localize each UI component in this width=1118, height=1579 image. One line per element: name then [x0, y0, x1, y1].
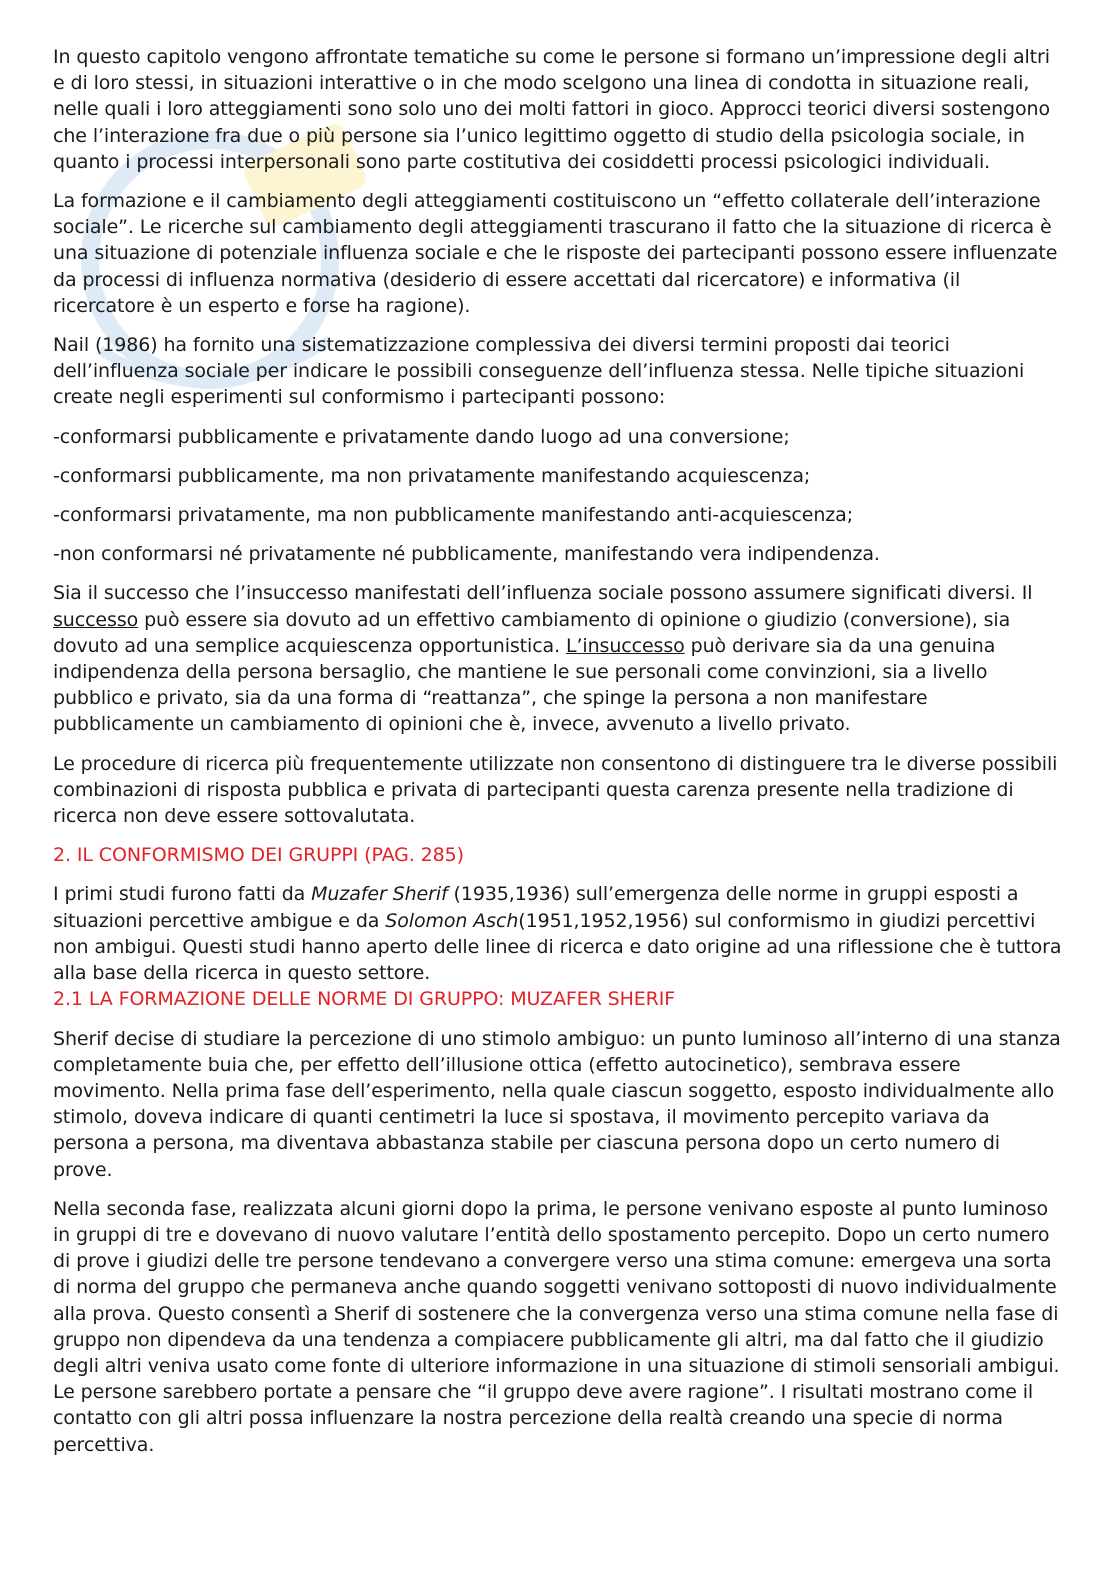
- author-name-sherif: Muzafer Sherif: [311, 883, 448, 906]
- paragraph-intro: In questo capitolo vengono affrontate tematiche su come le persone si formano un’impressione degli altri e di loro stessi, in situazioni interattive o in che modo scelgono una linea di condotta in situazione reali, nelle quali i loro atteggiamenti sono solo uno dei molti fattori in gioco. Approcci teorici diversi sostengono che l’interazione fra due o più persone sia l’unico legittimo oggetto di studio della psicologia sociale, in quanto i processi interpersonali sono parte costitutiva dei cosiddetti processi psicologici individuali.: [53, 46, 1050, 173]
- paragraph-attitudes: La formazione e il cambiamento degli atteggiamenti costituiscono un “effetto collaterale dell’interazione sociale”. Le ricerche sul cambiamento degli atteggiamenti trascurano il fatto che la situazione di ricerca è una situazione di potenziale influenza sociale e che le risposte dei partecipanti possono essere influenzate da processi di influenza normativa (desiderio di essere accettati dal ricercatore) e informativa (il ricercatore è un esperto e forse ha ragione).: [53, 190, 1058, 317]
- underlined-term-success: successo: [53, 608, 139, 631]
- underlined-term-failure: L’insuccesso: [565, 634, 685, 657]
- text-run: Sia il successo che l’insuccesso manifestati dell’influenza sociale possono assumere significati diversi. Il: [53, 582, 1033, 605]
- author-name-asch: Solomon Asch: [385, 909, 519, 932]
- paragraph-first-studies: [53, 881, 1063, 986]
- paragraph-nail: Nail (1986) ha fornito una sistematizzazione complessiva dei diversi termini proposti dai teorici dell’influenza sociale per indicare le possibili conseguenze dell’influenza stessa. Nelle tipiche situazioni create negli esperimenti sul conformismo i partecipanti possono:: [53, 334, 1025, 409]
- text-run: può essere sia dovuto ad un effettivo cambiamento di opinione o giudizio (conversione), sia dovuto ad una semplice acquiescenza opportunistica.: [53, 608, 1011, 657]
- paragraph-sherif-second-phase: Nella seconda fase, realizzata alcuni giorni dopo la prima, le persone venivano esposte al punto luminoso in gruppi di tre e dovevano di nuovo valutare l’entità dello spostamento percepito. Dopo un certo numero di prove i giudizi delle tre persone tendevano a convergere verso una stima comune: emergeva una sorta di norma del gruppo che permaneva anche quando soggetti venivano sottoposti di nuovo individualmente alla prova. Questo consentì a Sherif di sostenere che la convergenza verso una stima comune nella fase di gruppo non dipendeva da una tendenza a compiacere pubblicamente gli altri, ma dal fatto che il giudizio degli altri veniva usato come fonte di ulteriore informazione in una situazione di stimoli sensoriali ambigui. Le persone sarebbero portate a pensare che “il gruppo deve avere ragione”. I risultati mostrano come il contatto con gli altri possa influenzare la nostra percezione della realtà creando una specie di norma percettiva.: [53, 1197, 1060, 1456]
- paragraph-procedures: Le procedure di ricerca più frequentemente utilizzate non consentono di distinguere tra le diverse possibili combinazioni di risposta pubblica e privata di partecipanti questa carenza presente nella tradizione di ricerca non deve essere sottovalutata.: [53, 752, 1058, 828]
- section-heading-conformism: 2. IL CONFORMISMO DEI GRUPPI (PAG. 285): [53, 844, 464, 867]
- list-item: -conformarsi pubblicamente e privatamente dando luogo ad una conversione;: [53, 425, 790, 448]
- document-page: [53, 44, 1063, 1471]
- text-run: (1935,1936) sull’emergenza delle norme in gruppi esposti a situazioni percettive ambigue e da: [53, 883, 1019, 932]
- section-heading-norms: 2.1 LA FORMAZIONE DELLE NORME DI GRUPPO: MUZAFER SHERIF: [53, 988, 676, 1011]
- list-item: -non conformarsi né privatamente né pubblicamente, manifestando vera indipendenza.: [53, 543, 880, 566]
- text-run: può derivare sia da una genuina indipendenza della persona bersaglio, che mantiene le sue personali come convinzioni, sia a livello pubblico e privato, sia da una forma di “reattanza”, che spinge la persona a non manifestare pubblicamente un cambiamento di opinioni che è, invece, avvenuto a livello privato.: [53, 634, 996, 736]
- list-item: -conformarsi privatamente, ma non pubblicamente manifestando anti-acquiescenza;: [53, 504, 853, 527]
- paragraph-success-failure: [53, 580, 1063, 737]
- list-item: -conformarsi pubblicamente, ma non privatamente manifestando acquiescenza;: [53, 464, 811, 487]
- paragraph-sherif-first-phase: Sherif decise di studiare la percezione di uno stimolo ambiguo: un punto luminoso all’interno di una stanza completamente buia che, per effetto dell’illusione ottica (effetto autocinetico), sembrava essere movimento. Nella prima fase dell’esperimento, nella quale ciascun soggetto, esposto individualmente allo stimolo, doveva indicare di quanti centimetri la luce si spostava, il movimento percepito variava da persona a persona, ma diventava abbastanza stabile per ciascuna persona dopo un certo numero di prove.: [53, 1027, 1061, 1181]
- text-run: (1951,1952,1956) sul conformismo in giudizi percettivi non ambigui. Questi studi hanno aperto delle linee di ricerca e dato origine ad una riflessione che è tuttora alla base della ricerca in questo settore.: [53, 909, 1062, 985]
- text-run: I primi studi furono fatti da: [53, 883, 312, 906]
